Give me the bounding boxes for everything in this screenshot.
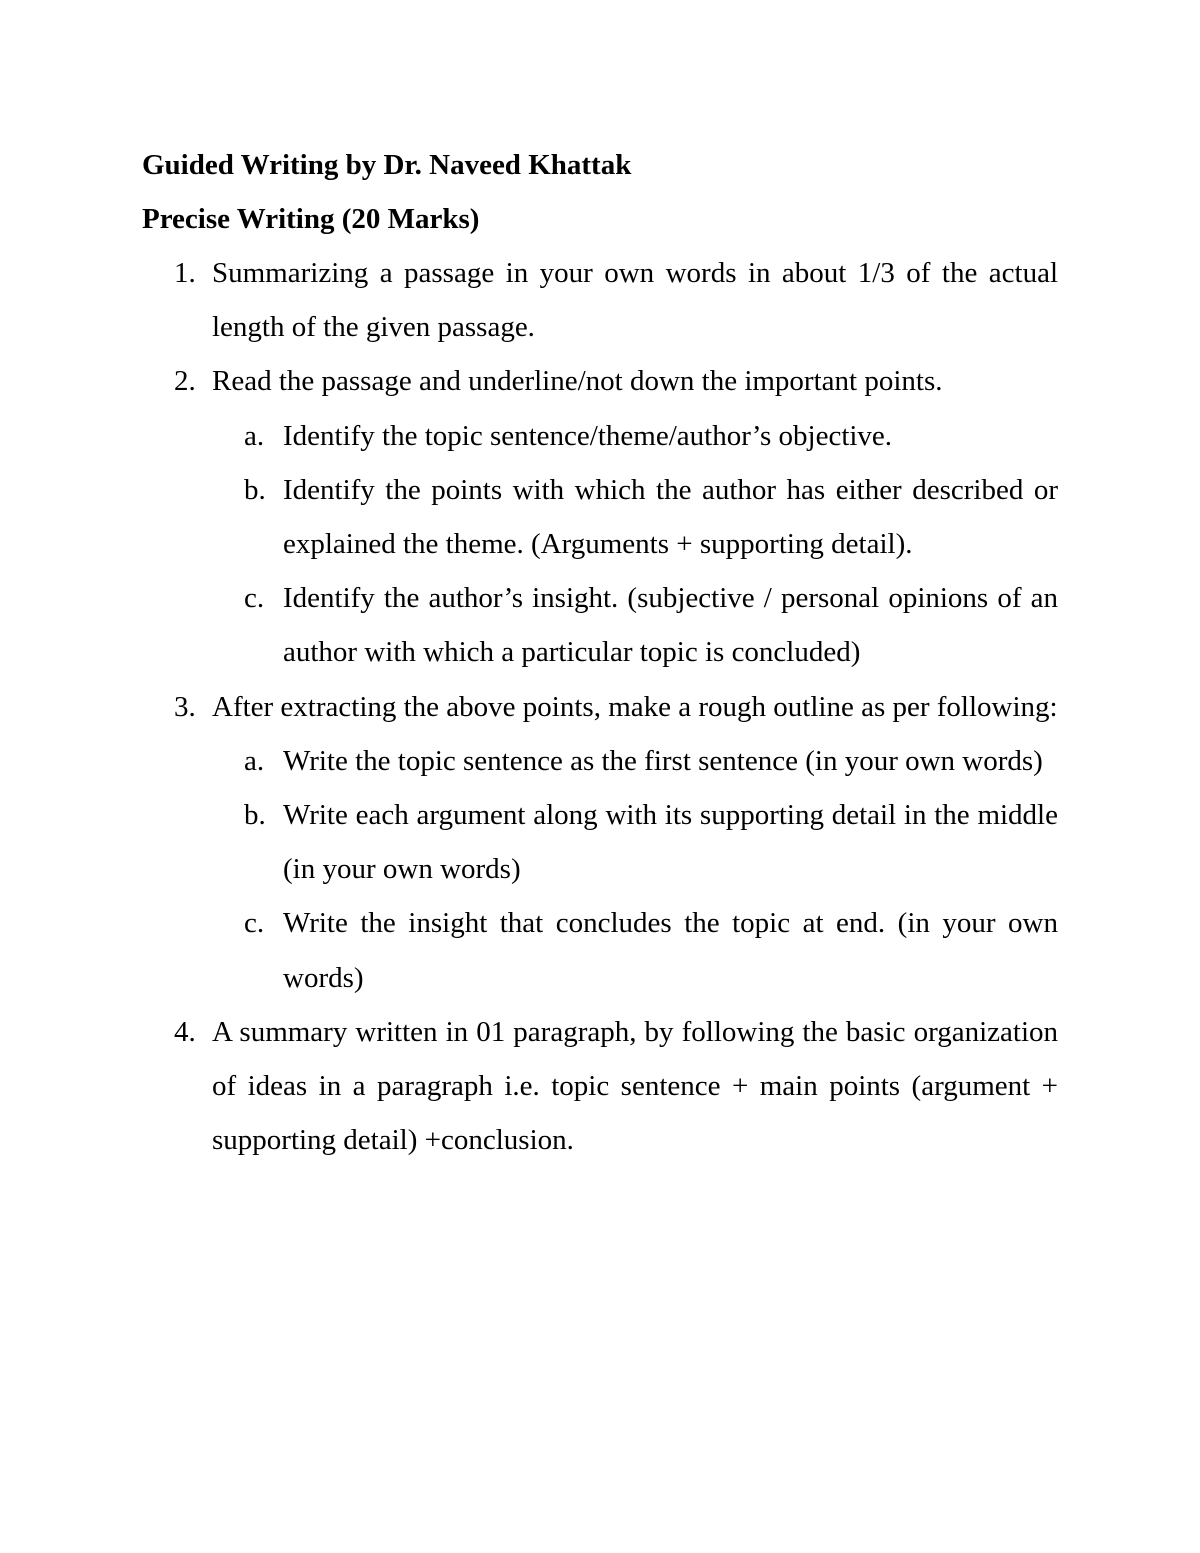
document-content: [142, 138, 1058, 1167]
sub-item-text: Identify the points with which the author has either described or explained the theme. (Arguments + supporting detail).: [283, 473, 1058, 561]
sub-list-marker: c.: [244, 582, 265, 615]
sub-item-3c: [212, 896, 1058, 1004]
sub-list-marker: b.: [244, 473, 266, 506]
sub-list-marker: a.: [244, 419, 265, 452]
sub-item-3b: [212, 788, 1058, 896]
list-item-3: [142, 680, 1058, 1005]
list-marker: 4.: [174, 1015, 196, 1048]
list-marker: 3.: [174, 690, 196, 723]
sub-item-2a: [212, 409, 1058, 463]
sub-item-2c: [212, 571, 1058, 679]
list-item-text: A summary written in 01 paragraph, by following the basic organization of ideas in a paragraph i.e. topic sentence + main points (argument + supporting detail) +conclusion.: [212, 1015, 1058, 1157]
main-list: [142, 246, 1058, 1167]
list-marker: 1.: [174, 257, 196, 289]
list-item-1: [142, 246, 1058, 354]
sub-item-2b: [212, 463, 1058, 571]
sub-list-marker: c.: [244, 907, 265, 940]
document-title: Guided Writing by Dr. Naveed Khattak: [142, 149, 632, 181]
list-item-text: Summarizing a passage in your own words in about 1/3 of the actual length of the given passage.: [212, 257, 1058, 344]
list-item-text: Read the passage and underline/not down the important points.: [212, 365, 943, 398]
sub-list-marker: b.: [244, 799, 266, 832]
sub-list: [212, 409, 1058, 680]
list-item-2: [142, 354, 1058, 679]
sub-item-text: Write the insight that concludes the topic at end. (in your own words): [283, 907, 1058, 994]
sub-item-text: Identify the topic sentence/theme/author’s objective.: [283, 419, 893, 452]
list-item-4: [142, 1005, 1058, 1168]
sub-list: [212, 734, 1058, 1005]
list-marker: 2.: [174, 365, 196, 398]
sub-item-text: Write the topic sentence as the first sentence (in your own words): [283, 744, 1043, 777]
sub-list-marker: a.: [244, 744, 265, 777]
list-item-text: After extracting the above points, make a rough outline as per following:: [212, 690, 1058, 723]
sub-item-text: Identify the author’s insight. (subjective / personal opinions of an author with which a particular topic is concluded): [283, 582, 1058, 669]
document-subtitle: Precise Writing (20 Marks): [142, 203, 480, 235]
sub-item-text: Write each argument along with its supporting detail in the middle (in your own words): [283, 799, 1058, 886]
sub-item-3a: [212, 734, 1058, 788]
